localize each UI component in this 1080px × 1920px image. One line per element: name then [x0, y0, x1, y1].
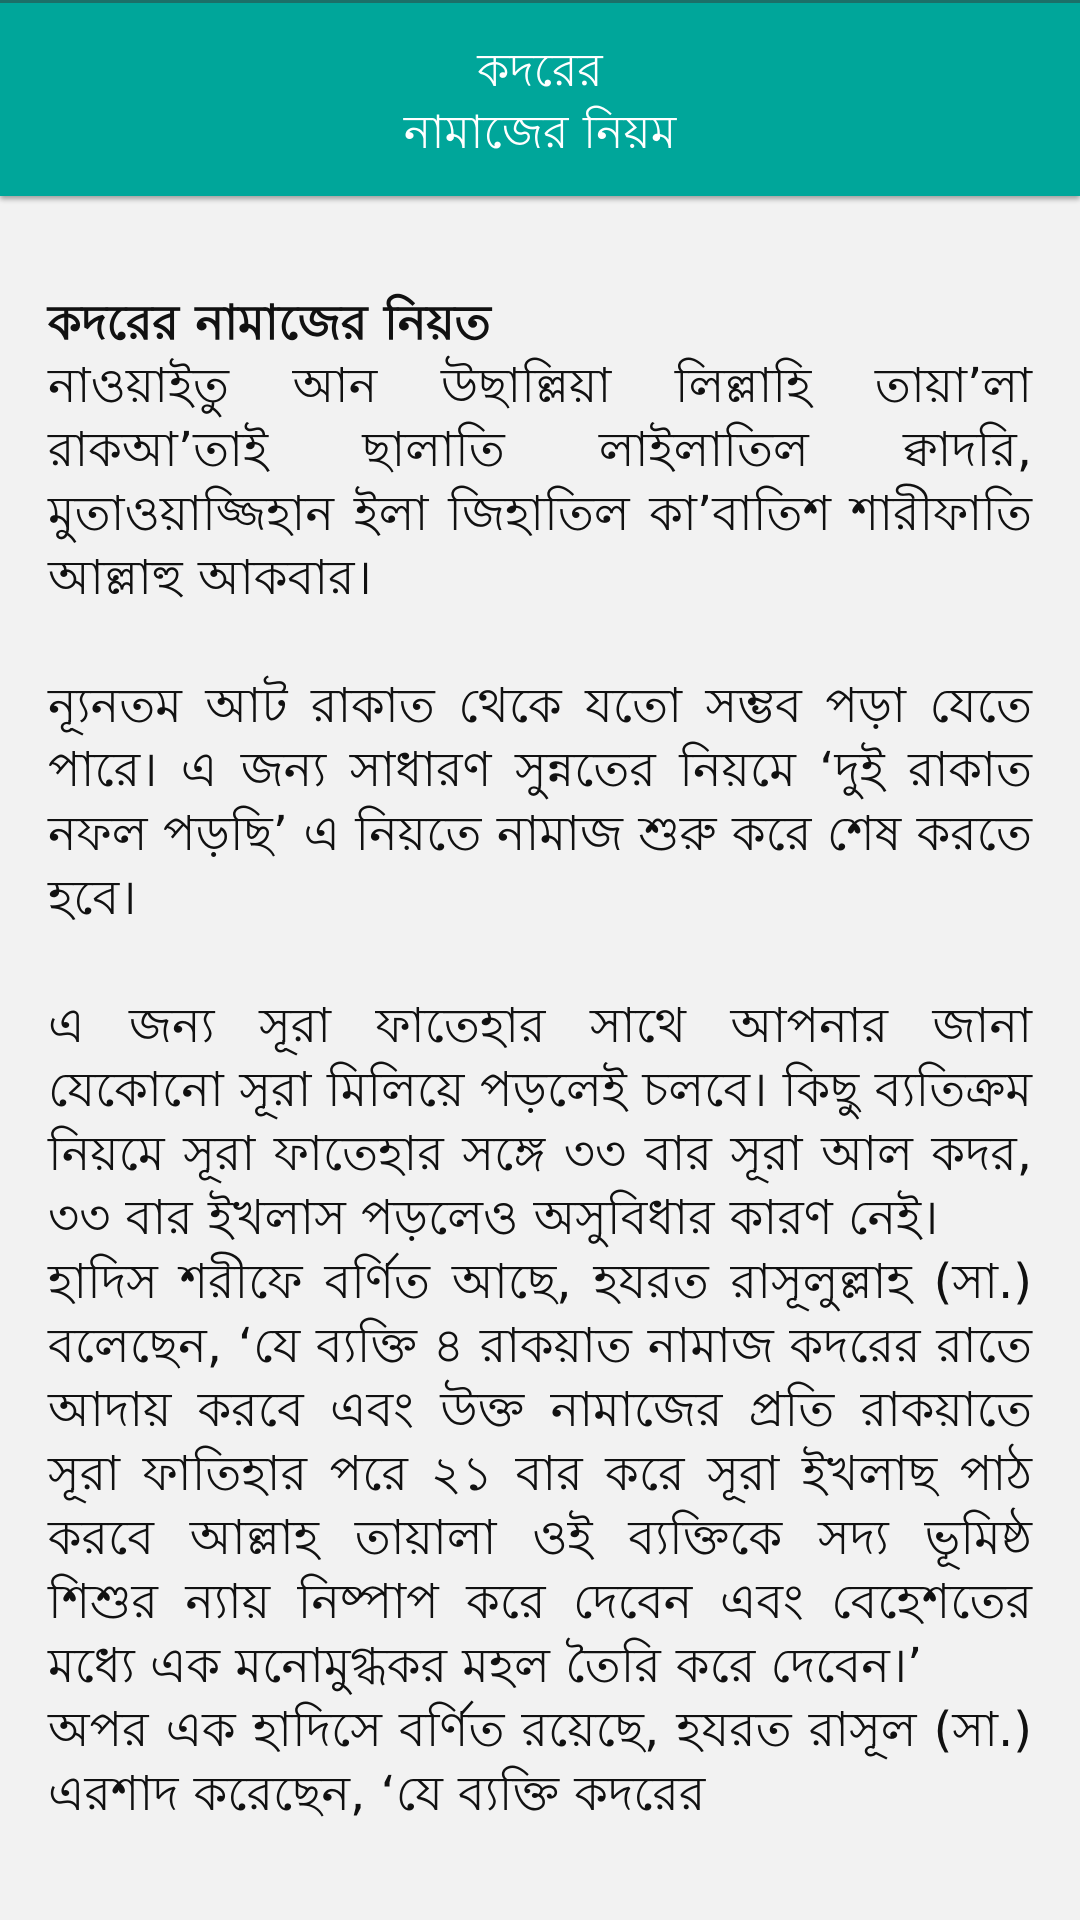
article-paragraph-hadith-2: অপর এক হাদিসে বর্ণিত রয়েছে, হযরত রাসূল (সা.) এরশাদ করেছেন, ‘যে ব্যক্তি কদরের — [48, 1702, 1032, 1822]
article-paragraph-rakat: ন্যূনতম আট রাকাত থেকে যতো সম্ভব পড়া যেতে পারে। এ জন্য সাধারণ সুন্নতের নিয়মে ‘দুই রাকাত নফল পড়ছি’ এ নিয়তে নামাজ শুরু করে শেষ করতে হবে। — [48, 678, 1032, 926]
article-paragraph-niyat: নাওয়াইতু আন উছাল্লিয়া লিল্লাহি তায়া’লা রাকআ’তাই ছালাতি লাইলাতিল ক্বাদরি, মুতাওয়াজ্জিহান ইলা জিহাতিল কা’বাতিশ শারীফাতি আল্লাহু আকবার। — [48, 358, 1032, 606]
page-title-line-2: নামাজের নিয়ম — [403, 105, 677, 159]
article-paragraph-hadith-1: হাদিস শরীফে বর্ণিত আছে, হযরত রাসূলুল্লাহ (সা.) বলেছেন, ‘যে ব্যক্তি ৪ রাকয়াত নামাজ কদরের রাতে আদায় করবে এবং উক্ত নামাজের প্রতি রাকয়াতে সূরা ফাতিহার পরে ২১ বার করে সূরা ইখলাছ পাঠ করবে আল্লাহ তায়ালা ওই ব্যক্তিকে সদ্য ভূমিষ্ঠ শিশুর ন্যায় নিষ্পাপ করে দেবেন এবং বেহেশতের মধ্যে এক মনোমুগ্ধকর মহল তৈরি করে দেবেন।’ — [48, 1254, 1032, 1694]
page-title — [0, 39, 1080, 163]
page-title-line-1: কদরের — [477, 43, 603, 97]
article-body — [0, 196, 1080, 1826]
article-heading: কদরের নামাজের নিয়ত — [48, 295, 491, 351]
article-scroll-area[interactable] — [0, 196, 1080, 1920]
article-paragraph-surah: এ জন্য সূরা ফাতেহার সাথে আপনার জানা যেকোনো সূরা মিলিয়ে পড়লেই চলবে। কিছু ব্যতিক্রম নিয়মে সূরা ফাতেহার সঙ্গে ৩৩ বার সূরা আল কদর, ৩৩ বার ইখলাস পড়লেও অসুবিধার কারণ নেই। — [48, 998, 1032, 1246]
app-bar — [0, 0, 1080, 196]
